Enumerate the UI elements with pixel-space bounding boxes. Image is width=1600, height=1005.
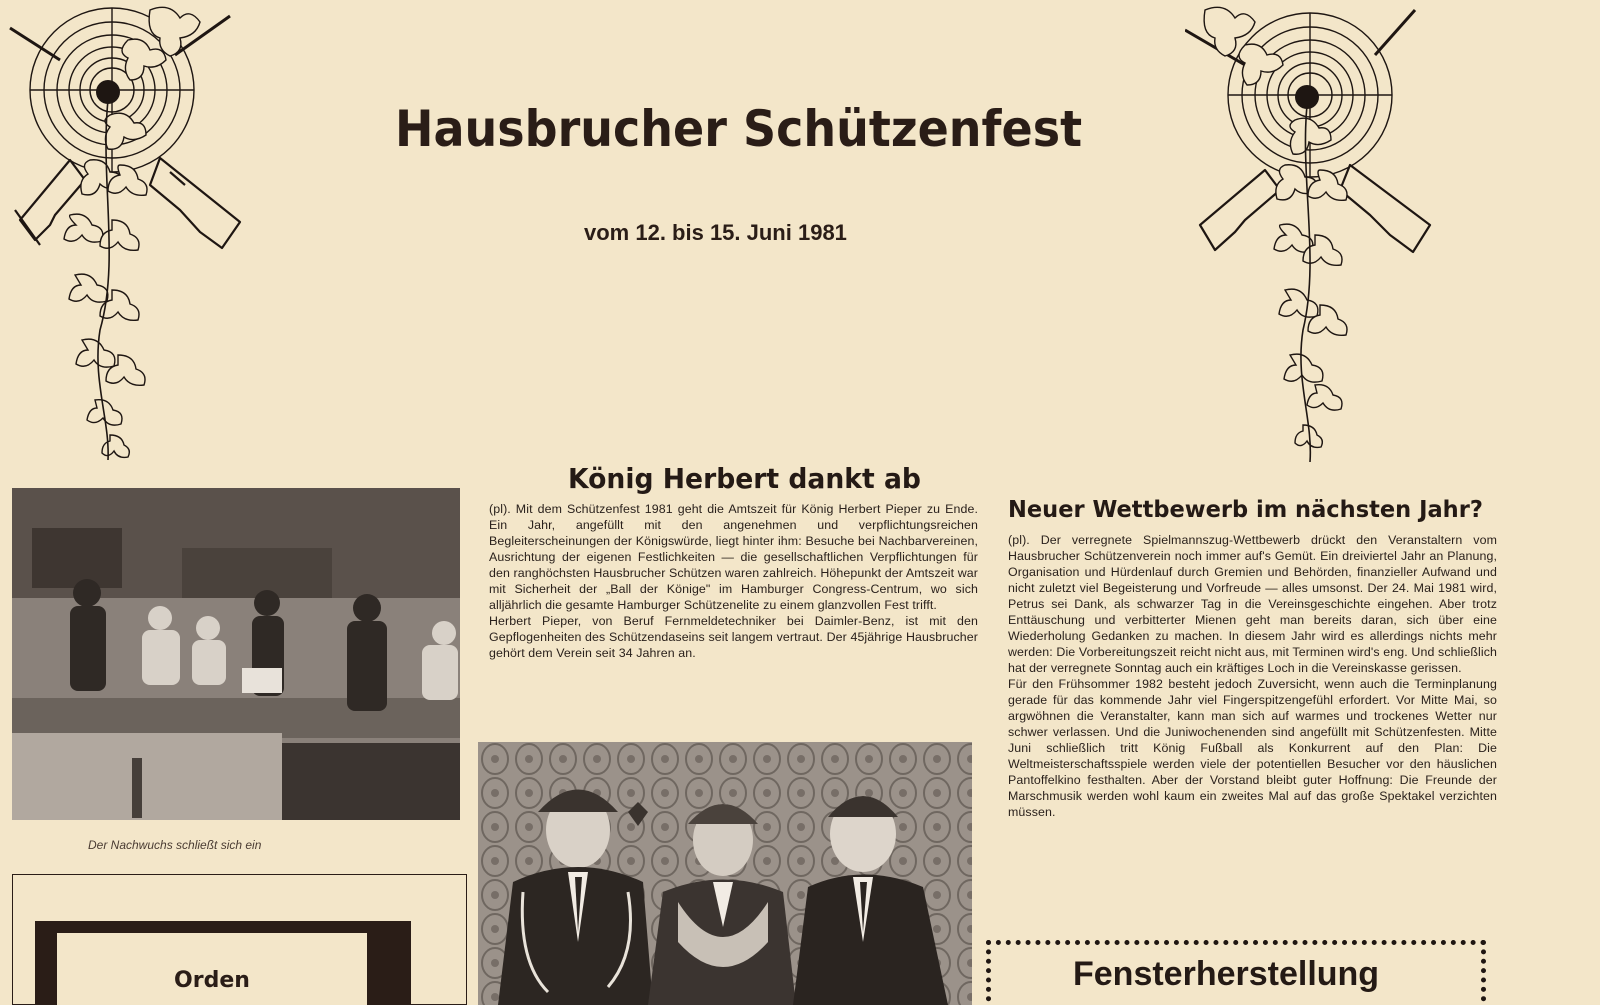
target-with-oak-leaves-and-rifles-icon [0, 0, 250, 475]
orden-banner-paper [57, 933, 367, 1005]
article-paragraph: Herbert Pieper, von Beruf Fernmeldetechniker bei Daimler-Benz, ist mit den Gepflogenheiten des Schützendaseins seit langem vertraut. Der 45jährige Hausbrucher gehört dem Verein seit 34 Jahren an. [489, 614, 978, 660]
page-subtitle: vom 12. bis 15. Juni 1981 [584, 220, 847, 245]
orden-advertisement-box [12, 874, 467, 1005]
article-headline-koenig: König Herbert dankt ab [568, 462, 921, 495]
article-body-koenig [489, 501, 978, 661]
article-headline-wettbewerb: Neuer Wettbewerb im nächsten Jahr? [1008, 497, 1483, 523]
orden-label: Orden [174, 968, 250, 993]
photo-young-shooters [12, 488, 460, 820]
article-paragraph: (pl). Mit dem Schützenfest 1981 geht die Amtszeit für König Herbert Pieper zu Ende. Ein Jahr, angefüllt mit den angenehmen und verpflichtungsreichen Begleiterscheinungen der Königswürde, liegt hinter ihm: Besuche bei Nachbarvereinen, Ausrichtung der eigenen Festlichkeiten — die gesellschaftlichen Verpflichtungen für den ranghöchsten Hausbrucher Schützen waren zahlreich. Höhepunkt der Amtszeit war mit Sicherheit der „Ball der Könige" im Hamburger Congress-Centrum, wo sich alljährlich die gesamte Hamburger Schützenelite zu einem glanzvollen Fest trifft. [489, 502, 978, 612]
article-paragraph: Für den Frühsommer 1982 besteht jedoch Zuversicht, wenn auch die Terminplanung gerade für das kommende Jahr viel Fingerspitzengefühl erfordert. Vor Mitte Mai, so argwöhnen die Veranstalter, kann man sich auf warmes und trockenes Wetter nur schwer verlassen. Und die Juniwochenenden sind angefüllt mit Schützenfesten. Mitte Juni schließlich tritt König Fußball als Konkurrent auf den Plan: Die Weltmeisterschaftsspiele werden viele der potentiellen Besucher vor den häuslichen Pantoffelkino festhalten. Aber der Vorstand bleibt guter Hoffnung: Die Freunde der Marschmusik werden wohl kaum ein zweites Mal auf das große Spektakel verzichten müssen. [1008, 677, 1497, 819]
article-body-wettbewerb [1008, 532, 1497, 820]
page-title: Hausbrucher Schützenfest [395, 100, 1083, 158]
target-with-oak-leaves-and-rifles-icon [1185, 0, 1435, 475]
photo-three-men [478, 742, 972, 1005]
orden-banner [35, 921, 411, 1005]
article-paragraph: (pl). Der verregnete Spielmannszug-Wettbewerb drückt den Veranstaltern vom Hausbrucher Schützenverein noch immer auf's Gemüt. Ein dreiviertel Jahr an Planung, Organisation und Hürdenlauf durch Gremien und Behörden, finanzieller Aufwand und nicht zuletzt viel Begeisterung und Vorfreude — alles umsonst. Der 24. Mai 1981 wird, Petrus sei Dank, als schwarzer Tag in die Vereinsgeschichte eingehen. Aber trotz Enttäuschung und verbitterter Mienen geht man bereits daran, sich über eine Wiederholung Gedanken zu machen. In diesem Jahr wird es allerdings nichts mehr werden: Die Vorbereitungszeit reicht nicht aus, mit Terminen wird's eng. Und schließlich hat der verregnete Sonntag auch ein kräftiges Loch in die Vereinskasse gerissen. [1008, 533, 1497, 675]
advertisement-headline: Fensterherstellung [1073, 955, 1380, 993]
photo-caption: Der Nachwuchs schließt sich ein [88, 838, 262, 852]
